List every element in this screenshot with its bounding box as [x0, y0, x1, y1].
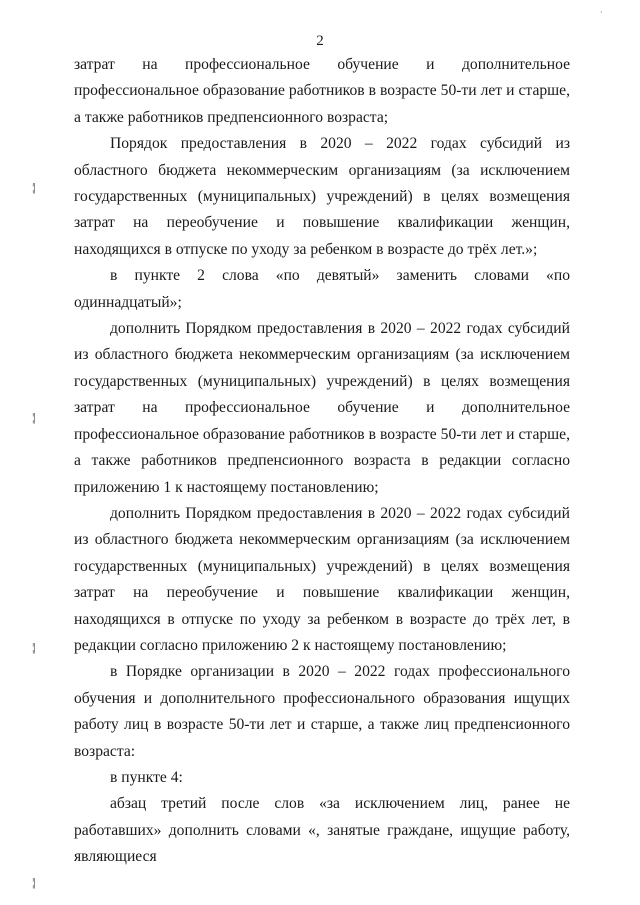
scan-mark: ¦|	[32, 410, 35, 424]
paragraph: дополнить Порядком предоставления в 2020 – 2022 годах субсидий из областного бюджета некоммерческим организациям (за исключением государственных (муниципальных) учреждений) в целях возмещения затрат на переобучение и повышение квалификации женщин, находящихся в отпуске по уходу за ребенком в возрасте до трёх лет, в редакции согласно приложению 2 к настоящему постановлению;	[74, 504, 570, 654]
document-body	[74, 52, 570, 871]
scan-mark: ¦|	[32, 875, 35, 889]
paragraph: дополнить Порядком предоставления в 2020 – 2022 годах субсидий из областного бюджета некоммерческим организациям (за исключением государственных (муниципальных) учреждений) в целях возмещения затрат на профессиональное обучение и дополнительное профессиональное образование работников в возрасте 50-ти лет и старше, а также работников предпенсионного возраста в редакции согласно приложению 1 к настоящему постановлению;	[74, 320, 570, 496]
scan-mark: ¦|	[32, 180, 35, 194]
paragraph: в пункте 2 слова «по девятый» заменить словами «по одиннадцатый»;	[74, 267, 570, 311]
page-number: 2	[316, 33, 324, 49]
paragraph: в пункте 4:	[110, 768, 183, 786]
paragraph: Порядок предоставления в 2020 – 2022 годах субсидий из областного бюджета некоммерческим организациям (за исключением государственных (муниципальных) учреждений) в целях возмещения затрат на переобучение и повышение квалификации женщин, находящихся в отпуске по уходу за ребенком в возрасте до трёх лет.»;	[74, 135, 570, 258]
scan-mark: ·	[600, 8, 602, 17]
paragraph: абзац третий после слов «за исключением лиц, ранее не работавших» дополнить словами «, занятые граждане, ищущие работу, являющиеся	[74, 795, 570, 866]
paragraph-continuation: затрат на профессиональное обучение и дополнительное профессиональное образование работников в возрасте 50-ти лет и старше, а также работников предпенсионного возраста;	[74, 56, 570, 126]
paragraph: в Порядке организации в 2020 – 2022 годах профессионального обучения и дополнительного профессионального образования ищущих работу лиц в возрасте 50-ти лет и старше, а также лиц предпенсионного возраста:	[74, 663, 570, 760]
scan-mark: ¦|	[32, 640, 35, 654]
